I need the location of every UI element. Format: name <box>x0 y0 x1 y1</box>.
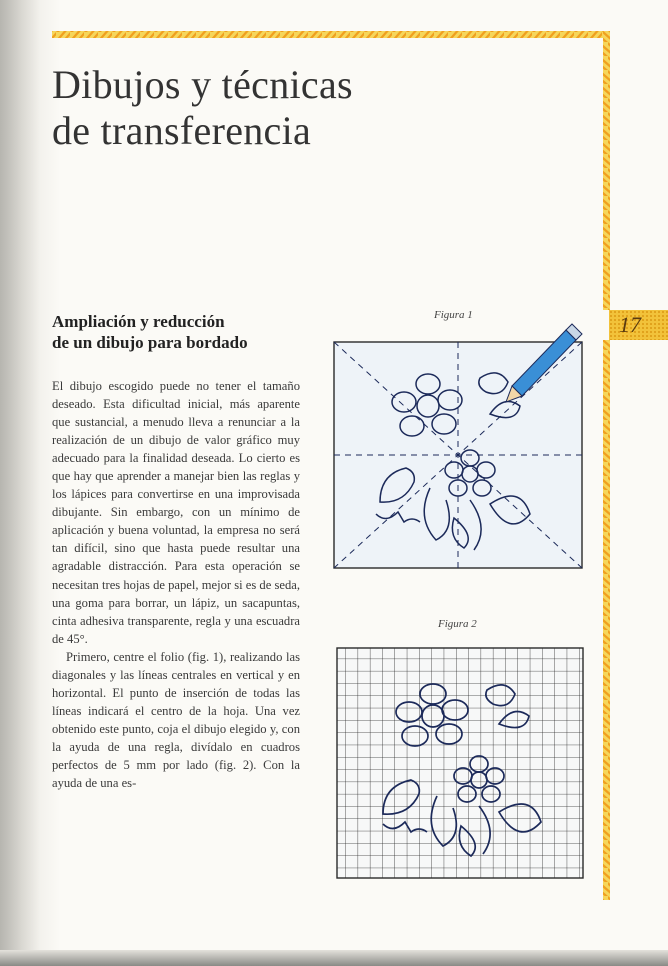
section-heading-line-1: Ampliación y reducción <box>52 312 225 331</box>
title-line-1: Dibujos y técnicas <box>52 62 353 107</box>
title-line-2: de transferencia <box>52 108 312 153</box>
top-rope-border <box>52 31 608 38</box>
figure-2-grid-illustration <box>333 634 597 884</box>
right-rope-border-lower <box>603 340 610 900</box>
figure-2-caption: Figura 2 <box>438 618 477 630</box>
body-text <box>52 377 300 792</box>
page-number: 17 <box>619 312 641 337</box>
section-heading-line-2: de un dibujo para bordado <box>52 333 248 352</box>
paragraph-1: El dibujo escogido puede no tener el tamaño deseado. Esta dificultad inicial, más aparente que sustancial, a menudo lleva a renunciar a la realización de un dibujo de valor gráfico muy adecuado para la finalidad deseada. Lo cierto es que hay que aprender a manejar bien las reglas y los lápices para convertirse en una improvisada dibujante. Sin embargo, con un mínimo de aplicación y buena voluntad, la empresa no será tan difícil, sino que hasta puede resultar una agradable distracción. Para esta operación se necesitan tres hojas de papel, mejor si es de seda, una goma para borrar, un lápiz, un sacapuntas, cinta adhesiva transparente, regla y una escuadra de 45°. <box>52 379 300 646</box>
section-heading <box>52 311 302 353</box>
right-rope-border-upper <box>603 31 610 310</box>
paragraph-2: Primero, centre el folio (fig. 1), realizando las diagonales y las líneas centrales en vertical y en horizontal. El punto de inserción de todas las líneas indicará el centro de la hoja. Una vez obtenido este punto, coja el dibujo elegido y, con la ayuda de una regla, divídalo en cuadros perfectos de 5 mm por lado (fig. 2). Con la ayuda de una es- <box>52 649 300 791</box>
page-title <box>52 62 472 154</box>
figure-1-caption: Figura 1 <box>434 309 473 321</box>
figure-1-illustration <box>330 318 590 574</box>
